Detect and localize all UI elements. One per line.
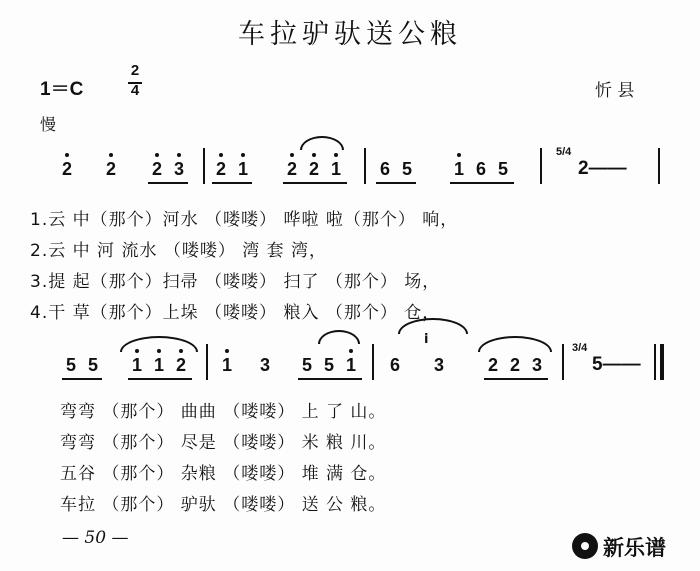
- verse-line: 2.云 中 河 流水 （喽喽） 湾 套 湾，: [30, 241, 328, 261]
- verse-line: 3.提 起（那个）扫帚 （喽喽） 扫了 （那个） 场，: [30, 272, 441, 292]
- verse-line: 1.云 中（那个）河水 （喽喽） 哗啦 啦（那个） 响，: [30, 210, 459, 230]
- verse-line: 弯弯 （那个） 尽是 （喽喽） 米 粮 川。: [60, 433, 387, 453]
- tempo-marking: 慢: [40, 115, 57, 134]
- note: 1: [452, 160, 466, 178]
- grace-note: i: [424, 332, 429, 347]
- song-origin: 忻 县: [595, 81, 635, 101]
- logo-text: 新乐谱: [603, 536, 666, 560]
- beam: [450, 182, 514, 184]
- verse-line: 五谷 （那个） 杂粮 （喽喽） 堆 满 仓。: [60, 464, 387, 484]
- beam: [376, 182, 416, 184]
- bar-line: [658, 148, 660, 184]
- note: 5: [65, 355, 76, 375]
- key-signature: 1＝C: [40, 79, 84, 100]
- note: 6: [389, 355, 400, 375]
- bar-line: [372, 344, 374, 380]
- note: 3: [172, 160, 186, 178]
- note: 1: [329, 160, 343, 178]
- note: 2: [104, 160, 118, 178]
- note: 5: [301, 355, 312, 375]
- beam: [62, 378, 102, 380]
- meter-change: 3/4: [572, 342, 588, 354]
- note: 1: [344, 356, 358, 374]
- note: 5: [401, 159, 412, 179]
- beam: [128, 378, 192, 380]
- time-signature-bottom: 4: [130, 82, 140, 99]
- held-note: 2——: [578, 158, 627, 179]
- note: 1: [130, 356, 144, 374]
- beam: [283, 182, 347, 184]
- note: 6: [379, 159, 390, 179]
- bar-line: [654, 344, 656, 380]
- beam: [148, 182, 188, 184]
- note: 1: [236, 160, 250, 178]
- note: 3: [531, 355, 542, 375]
- bar-line: [206, 344, 208, 380]
- note: 3: [433, 355, 444, 375]
- note: 3: [259, 355, 270, 375]
- note: 1: [152, 356, 166, 374]
- note: 6: [475, 159, 486, 179]
- slur: [478, 336, 552, 352]
- beam: [298, 378, 362, 380]
- final-bar-line: [660, 344, 664, 380]
- beam: [212, 182, 252, 184]
- note: 1: [220, 356, 234, 374]
- note: 2: [509, 355, 520, 375]
- note: 2: [174, 356, 188, 374]
- time-signature-top: 2: [130, 62, 140, 79]
- verse-line: 车拉 （那个） 驴驮 （喽喽） 送 公 粮。: [60, 495, 387, 515]
- note: 5: [497, 159, 508, 179]
- note: 5: [87, 355, 98, 375]
- verse-line: 弯弯 （那个） 曲曲 （喽喽） 上 了 山。: [60, 402, 387, 422]
- note: 2: [285, 160, 299, 178]
- note: 2: [307, 160, 321, 178]
- note: 2: [150, 160, 164, 178]
- verse-line: 4.干 草（那个）上垛 （喽喽） 粮入 （那个） 仓，: [30, 303, 441, 323]
- slur: [318, 330, 360, 344]
- note: 2: [60, 160, 74, 178]
- logo-icon: [572, 533, 598, 559]
- note: 2: [487, 355, 498, 375]
- page-number: — 50 —: [62, 528, 129, 548]
- slur: [300, 136, 344, 150]
- meter-change: 5/4: [556, 146, 572, 158]
- bar-line: [364, 148, 366, 184]
- note: 5: [323, 355, 334, 375]
- note: 2: [214, 160, 228, 178]
- bar-line: [540, 148, 542, 184]
- bar-line: [562, 344, 564, 380]
- held-note: 5——: [592, 354, 641, 375]
- beam: [484, 378, 548, 380]
- bar-line: [203, 148, 205, 184]
- song-title: 车拉驴驮送公粮: [238, 19, 462, 50]
- slur: [120, 336, 198, 352]
